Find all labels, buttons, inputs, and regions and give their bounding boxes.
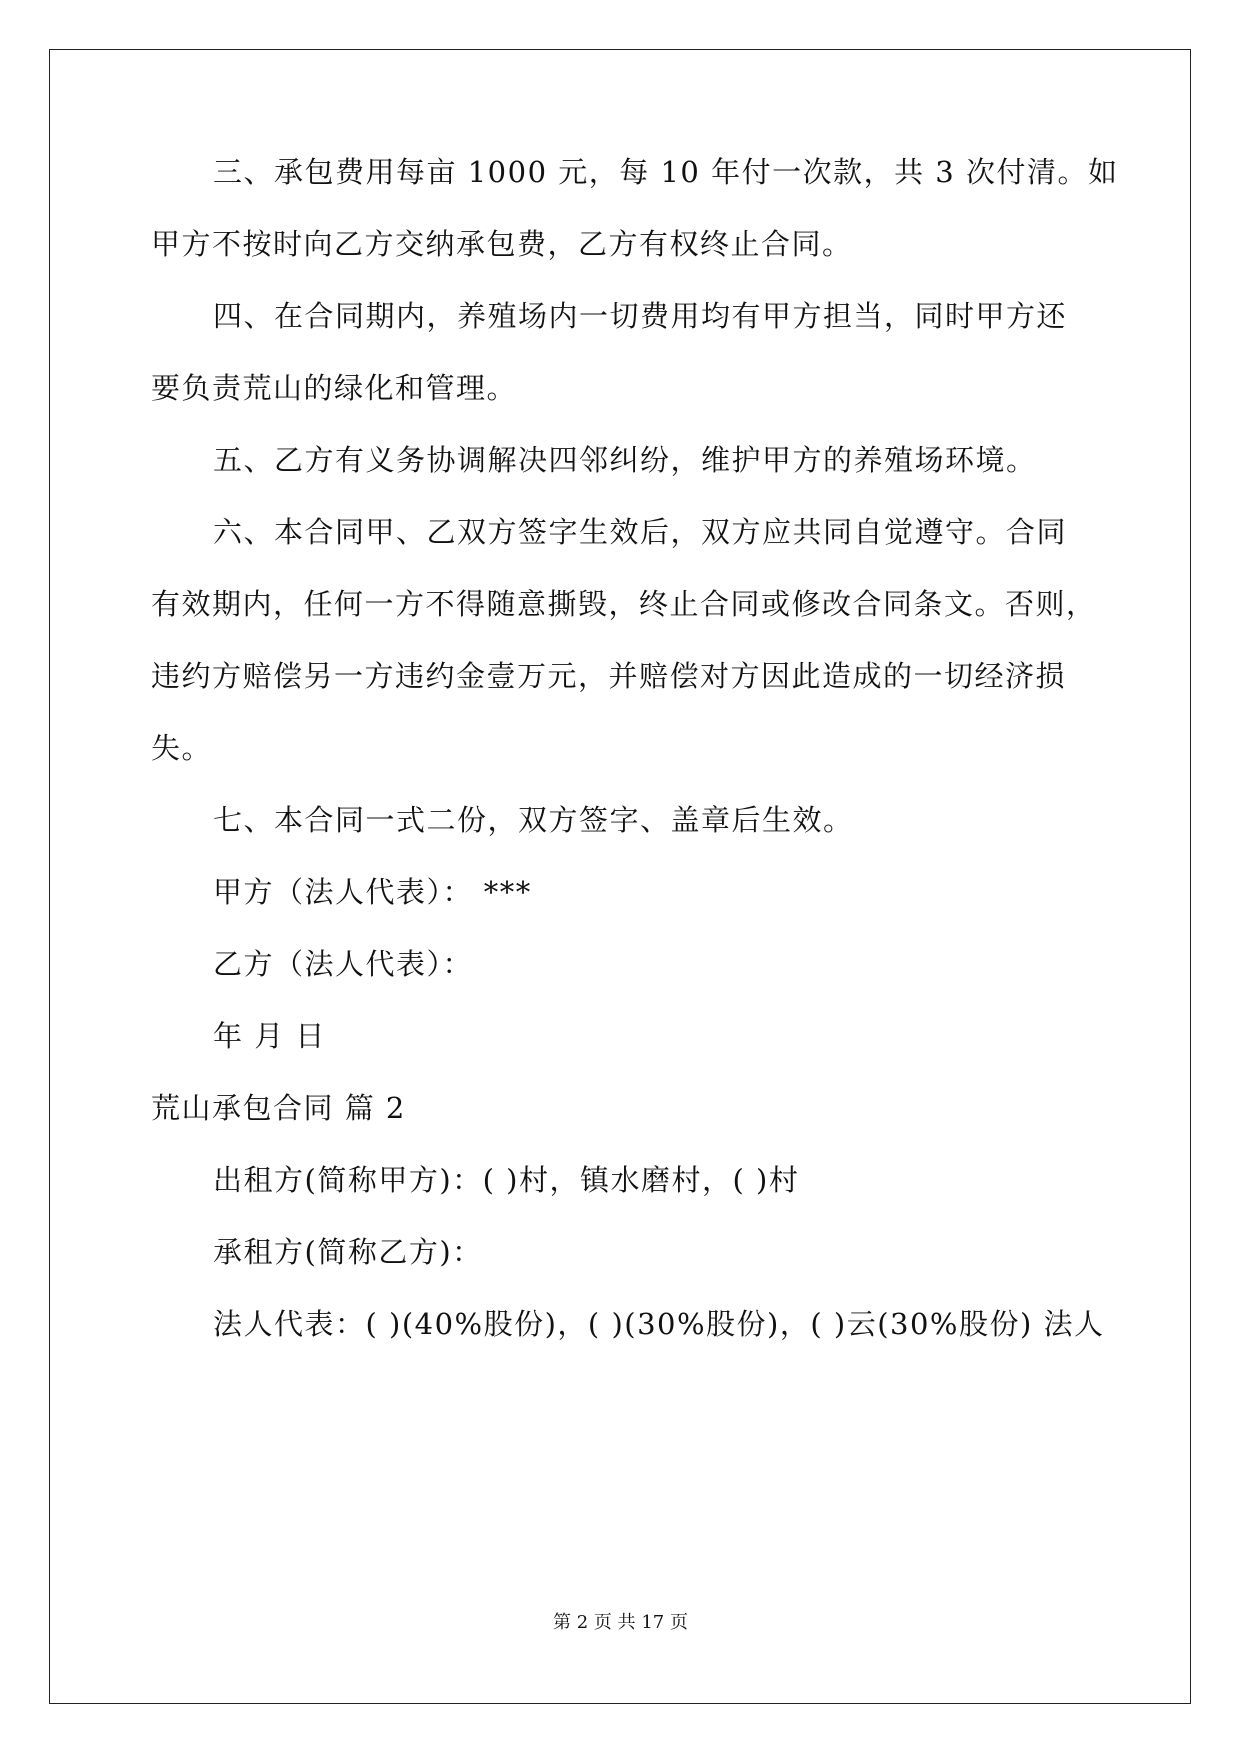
page-number: 第 2 页 共 17 页: [553, 1612, 688, 1633]
text-line: 三、承包费用每亩 1000 元，每 10 年付一次款，共 3 次付清。如: [213, 155, 1119, 189]
text-line: 违约方赔偿另一方违约金壹万元，并赔偿对方因此造成的一切经济损: [151, 659, 1067, 693]
text-line: 四、在合同期内，养殖场内一切费用均有甲方担当，同时甲方还: [213, 299, 1068, 333]
text-line: 甲方不按时向乙方交纳承包费，乙方有权终止合同。: [151, 227, 853, 261]
text-line: 法人代表：( )(40%股份)，( )(30%股份)，( )云(30%股份) 法人: [213, 1307, 1105, 1341]
text-line: 七、本合同一式二份，双方签字、盖章后生效。: [213, 803, 854, 837]
signature-line-party-a: 甲方（法人代表）： ***: [213, 875, 532, 909]
text-line: 有效期内，任何一方不得随意撕毁，终止合同或修改合同条文。否则，: [151, 587, 1097, 621]
section-title: 荒山承包合同 篇 2: [151, 1091, 406, 1125]
date-line: 年 月 日: [213, 1019, 326, 1053]
text-line: 出租方(简称甲方)：( )村，镇水磨村，( )村: [213, 1163, 800, 1197]
text-line: 五、乙方有义务协调解决四邻纠纷，维护甲方的养殖场环境。: [213, 443, 1037, 477]
text-line: 六、本合同甲、乙双方签字生效后，双方应共同自觉遵守。合同: [213, 515, 1068, 549]
text-line: 要负责荒山的绿化和管理。: [151, 371, 518, 405]
signature-line-party-b: 乙方（法人代表）：: [213, 947, 474, 981]
text-line: 失。: [151, 731, 213, 765]
text-line: 承租方(简称乙方)：: [213, 1235, 483, 1269]
